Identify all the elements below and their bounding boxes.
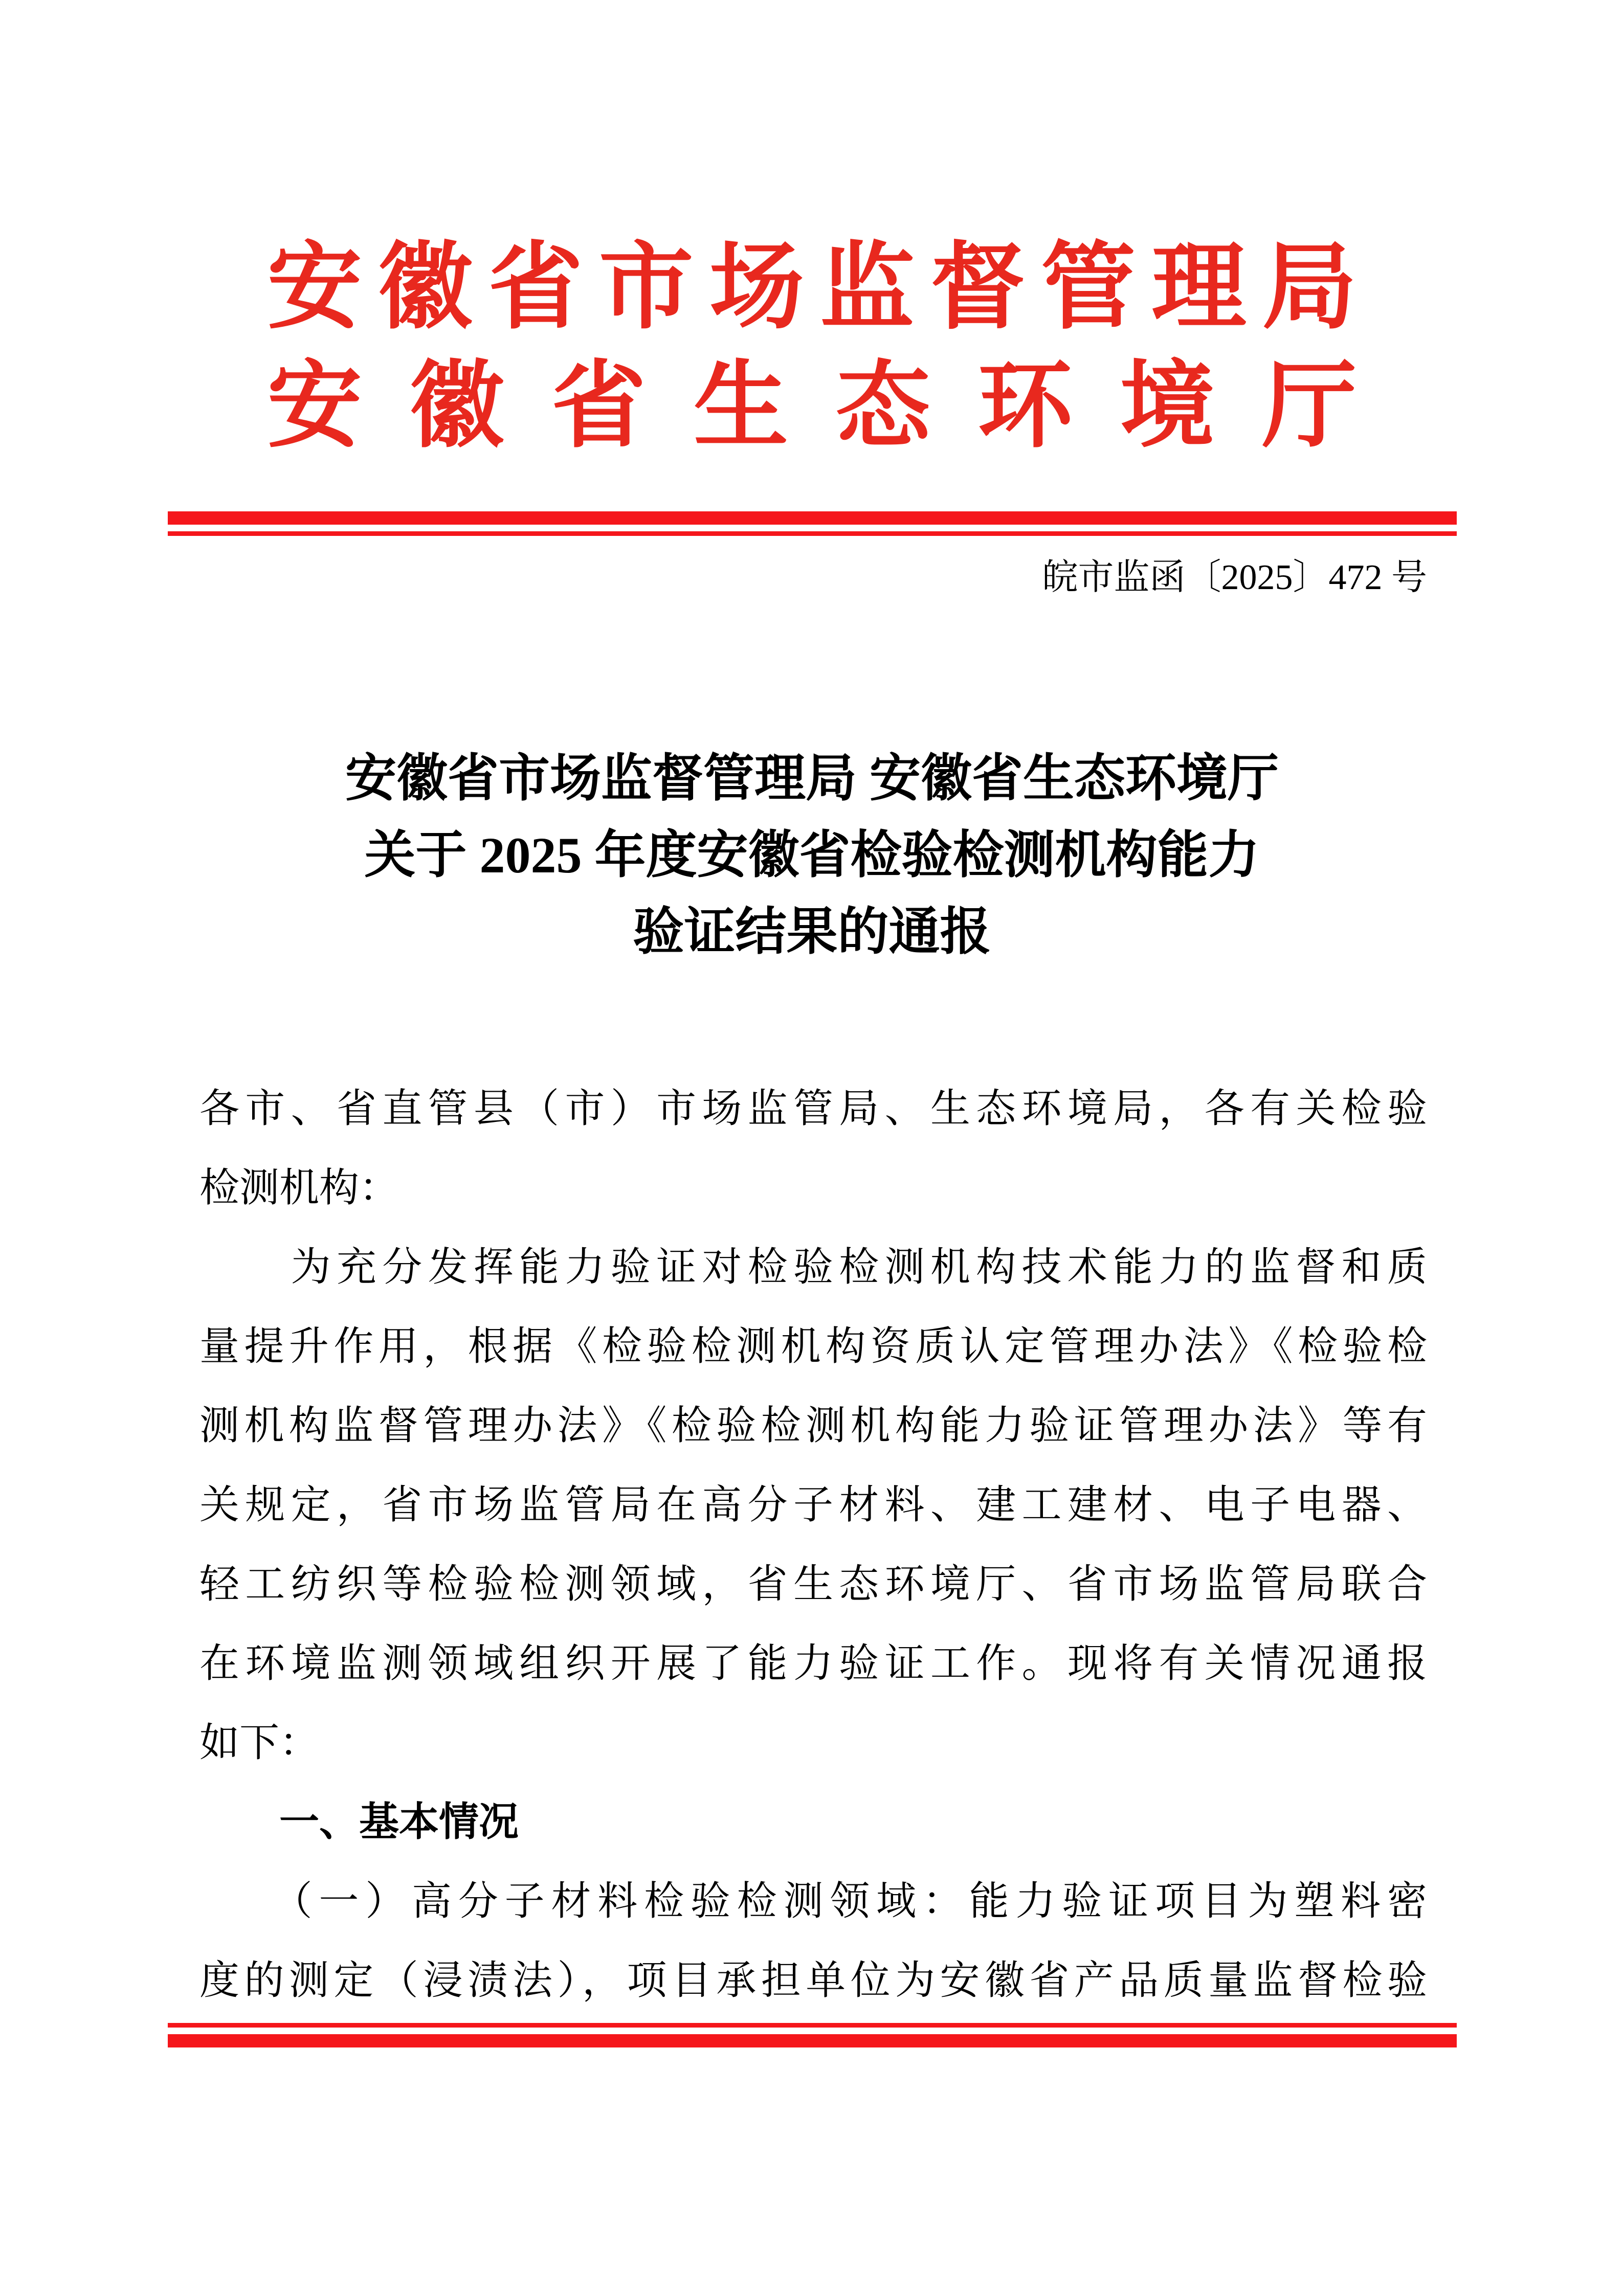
text-line: 度的测定（浸渍法），项目承担单位为安徽省产品质量监督检验	[199, 1958, 1427, 2002]
text-line: 一、基本情况	[199, 1799, 519, 1844]
header-rule-thin-bar	[168, 531, 1457, 536]
text-line: 量提升作用，根据《检验检测机构资质认定管理办法》《检验检	[199, 1324, 1427, 1368]
text-line: 为充分发挥能力验证对检验检测机构技术能力的监督和质	[199, 1245, 1427, 1289]
header-rule-thick-bar	[168, 511, 1457, 525]
header-divider-rule	[168, 511, 1457, 536]
paragraph	[199, 1227, 1427, 1782]
paragraph	[199, 1861, 1427, 2020]
text-line: 关规定，省市场监管局在高分子材料、建工建材、电子电器、	[199, 1482, 1427, 1527]
text-line: 轻工纺织等检验检测领域，省生态环境厅、省市场监管局联合	[199, 1562, 1427, 1606]
document-letterhead	[0, 229, 1624, 466]
text-line: 测机构监督管理办法》《检验检测机构能力验证管理办法》等有	[199, 1403, 1427, 1448]
document-title-line: 验证结果的通报	[633, 904, 991, 960]
text-line: 检测机构：	[199, 1165, 399, 1210]
document-number: 皖市监函〔2025〕472 号	[1042, 558, 1427, 597]
footer-rule-thick-bar	[168, 2034, 1457, 2047]
footer-rule-thin-bar	[168, 2023, 1457, 2028]
paragraph	[199, 1069, 1427, 1227]
paragraph	[199, 1782, 1427, 1861]
document-title-line: 关于 2025 年度安徽省检验检测机构能力	[364, 827, 1260, 884]
text-line: （一）高分子材料检验检测领域：能力验证项目为塑料密	[199, 1879, 1427, 1923]
text-line: 在环境监测领域组织开展了能力验证工作。现将有关情况通报	[199, 1641, 1427, 1685]
document-body	[199, 1069, 1427, 2020]
agency-name-line2: 安徽省生态环境厅	[267, 354, 1357, 459]
text-line: 各市、省直管县（市）市场监管局、生态环境局，各有关检验	[199, 1086, 1427, 1131]
footer-divider-rule	[168, 2023, 1457, 2047]
document-title-line: 安徽省市场监督管理局 安徽省生态环境厅	[345, 750, 1279, 807]
text-line: 如下：	[199, 1720, 320, 1765]
agency-name-line1: 安徽省市场监督管理局	[267, 236, 1357, 341]
document-title	[0, 740, 1624, 971]
